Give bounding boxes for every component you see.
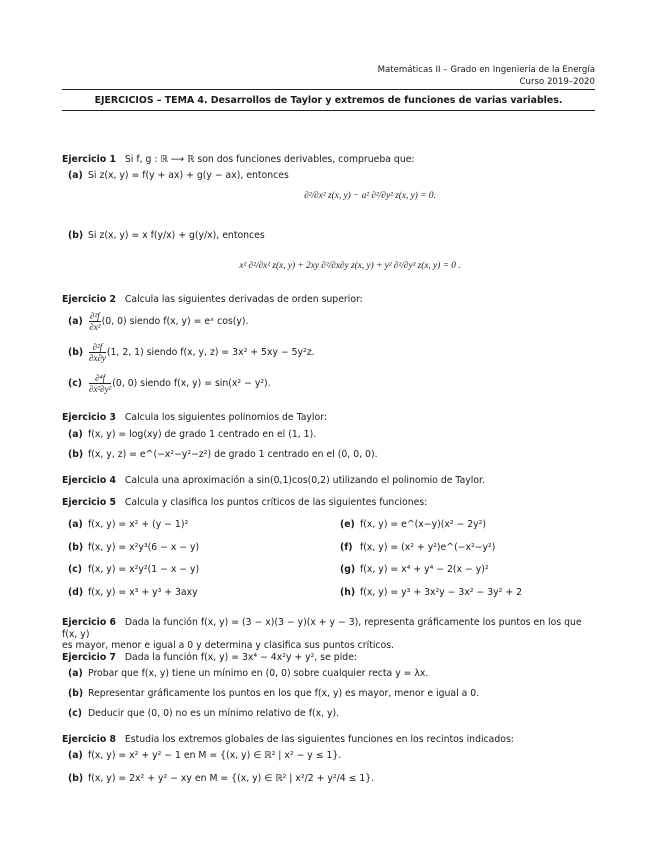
item-label: (d) [68, 587, 84, 598]
item-label: (a) [68, 429, 83, 440]
item-text: f(x, y) = 2x² + y² − xy en M = {(x, y) ∈ ℝ² | x²/2 + y²/4 ≤ 1}. [88, 773, 375, 784]
exercise-6 [62, 617, 597, 652]
exercise-label: Ejercicio 7 [62, 652, 116, 663]
item-label: (c) [68, 708, 83, 719]
exercise-7-item-b [68, 688, 479, 700]
item-label: (a) [68, 750, 83, 761]
exercise-8-item-a [68, 750, 341, 762]
exercise-label: Ejercicio 5 [62, 497, 116, 508]
item-text: f(x, y, z) = e^(−x²−y²−z²) de grado 1 centrado en el (0, 0, 0). [88, 449, 378, 460]
item-label: (f) [340, 542, 353, 553]
item-label: (g) [340, 564, 356, 575]
exercise-5-item-c [68, 564, 199, 576]
page-header [378, 64, 595, 88]
exercise-3-item-a [68, 429, 316, 441]
exercise-5-item-b [68, 542, 199, 554]
item-label: (b) [68, 230, 84, 241]
exercise-1-item-a [68, 170, 289, 182]
item-text: f(x, y) = log(xy) de grado 1 centrado en el (1, 1). [88, 429, 317, 440]
exercise-5-item-f [340, 542, 495, 554]
exercise-8-heading [62, 734, 597, 746]
item-text: f(x, y) = x³ + y³ + 3axy [88, 587, 198, 598]
exercise-3-heading [62, 412, 597, 424]
item-label: (c) [68, 564, 83, 575]
fraction-denominator: ∂x² [89, 322, 101, 332]
item-text: Deducir que (0, 0) no es un mínimo relativo de f(x, y). [88, 708, 340, 719]
exercise-text: Calcula y clasifica los puntos críticos de las siguientes funciones: [124, 497, 428, 508]
fraction-numerator: ∂²f [89, 342, 106, 353]
item-text: f(x, y) = x²y²(1 − x − y) [88, 564, 200, 575]
exercise-1-equation-b [200, 260, 500, 273]
item-label: (a) [68, 668, 83, 679]
exercise-4 [62, 475, 597, 487]
exercise-text: Estudia los extremos globales de las siguientes funciones en los recintos indicados: [124, 734, 514, 745]
item-text: Si z(x, y) = f(y + ax) + g(y − ax), entonces [88, 170, 289, 181]
exercise-text: Calcula los siguientes polinomios de Taylor: [124, 412, 327, 423]
item-text: f(x, y) = y³ + 3x²y − 3x² − 3y² + 2 [360, 587, 523, 598]
exercise-6-line-2: es mayor, menor e igual a 0 y determina y clasifica sus puntos críticos. [62, 640, 395, 652]
exercise-5-item-e [340, 519, 486, 531]
exercise-text: Dada la función f(x, y) = 3x⁴ − 4x²y + y², se pide: [124, 652, 358, 663]
header-course: Matemáticas II – Grado en Ingeniería de la Energía [377, 65, 595, 75]
item-text: (1, 2, 1) siendo f(x, y, z) = 3x² + 5xy − 5y²z. [106, 347, 315, 358]
exercise-text: Dada la función f(x, y) = (3 − x)(3 − y)(x + y − 3), representa gráficamente los puntos en los que f(x, y) [62, 617, 582, 640]
equation: ∂²/∂x² z(x, y) − a² ∂²/∂y² z(x, y) = 0. [304, 191, 436, 201]
exercise-label: Ejercicio 6 [62, 617, 116, 628]
fraction-denominator: ∂x∂y [89, 353, 106, 363]
item-text: (0, 0) siendo f(x, y) = eˣ cos(y). [101, 316, 249, 327]
exercise-7-item-a [68, 668, 428, 680]
item-text: (0, 0) siendo f(x, y) = sin(x² − y²). [112, 378, 271, 389]
exercise-6-line-1 [62, 617, 597, 640]
exercise-7-item-c [68, 708, 339, 720]
exercise-2-heading [62, 294, 597, 306]
item-text: Probar que f(x, y) tiene un mínimo en (0, 0) sobre cualquier recta y = λx. [88, 668, 429, 679]
exercise-2-item-a [68, 311, 249, 332]
exercise-label: Ejercicio 3 [62, 412, 116, 423]
item-label: (a) [68, 170, 83, 181]
exercise-text: Calcula una aproximación a sin(0,1)cos(0,2) utilizando el polinomio de Taylor. [124, 475, 485, 486]
item-text: Representar gráficamente los puntos en los que f(x, y) es mayor, menor e igual a 0. [88, 688, 480, 699]
fraction-denominator: ∂x²∂y² [89, 384, 112, 394]
exercise-5-item-a [68, 519, 188, 531]
exercise-7-heading [62, 652, 597, 664]
item-label: (e) [340, 519, 355, 530]
fraction-numerator: ∂⁴f [89, 373, 111, 384]
item-text: f(x, y) = (x² + y²)e^(−x²−y²) [360, 542, 496, 553]
header-year: Curso 2019–2020 [519, 77, 595, 87]
derivative-fraction [89, 373, 111, 394]
item-text: f(x, y) = x²y³(6 − x − y) [88, 542, 200, 553]
exercise-1-heading [62, 154, 597, 166]
exercise-5-item-h [340, 587, 522, 599]
item-text: f(x, y) = x² + y² − 1 en M = {(x, y) ∈ ℝ² | x² − y ≤ 1}. [88, 750, 342, 761]
exercise-1-equation-a [250, 190, 490, 203]
derivative-fraction [89, 311, 101, 332]
item-text: Si z(x, y) = x f(y/x) + g(y/x), entonces [88, 230, 265, 241]
exercise-label: Ejercicio 1 [62, 154, 116, 165]
item-label: (b) [68, 347, 84, 358]
equation: x² ∂²/∂x² z(x, y) + 2xy ∂²/∂x∂y z(x, y) + y² ∂²/∂y² z(x, y) = 0 . [239, 261, 461, 271]
item-label: (h) [340, 587, 356, 598]
exercise-1-item-b [68, 230, 265, 242]
item-label: (c) [68, 378, 83, 389]
item-label: (b) [68, 773, 84, 784]
derivative-fraction [89, 342, 106, 363]
exercise-text: Si f, g : ℝ ⟶ ℝ son dos funciones derivables, comprueba que: [124, 154, 415, 165]
item-label: (b) [68, 542, 84, 553]
exercise-5-heading [62, 497, 597, 509]
item-text: f(x, y) = x⁴ + y⁴ − 2(x − y)² [360, 564, 489, 575]
exercise-label: Ejercicio 4 [62, 475, 116, 486]
item-label: (b) [68, 688, 84, 699]
item-text: f(x, y) = e^(x−y)(x² − 2y²) [360, 519, 487, 530]
exercise-2-item-b [68, 342, 315, 363]
exercise-label: Ejercicio 2 [62, 294, 116, 305]
title-rule-top [62, 89, 595, 90]
page-title: EJERCICIOS – TEMA 4. Desarrollos de Taylor y extremos de funciones de varias variables. [94, 95, 563, 106]
exercise-5-item-d [68, 587, 198, 599]
item-text: f(x, y) = x² + (y − 1)² [88, 519, 189, 530]
title-rule-bottom [62, 110, 595, 111]
item-label: (a) [68, 519, 83, 530]
exercise-8-item-b [68, 773, 374, 785]
exercise-3-item-b [68, 449, 378, 461]
item-label: (b) [68, 449, 84, 460]
exercise-5-item-g [340, 564, 489, 576]
fraction-numerator: ∂²f [90, 311, 100, 321]
exercise-2-item-c [68, 373, 271, 394]
item-label: (a) [68, 316, 83, 327]
exercise-label: Ejercicio 8 [62, 734, 116, 745]
exercise-text: Calcula las siguientes derivadas de orden superior: [124, 294, 363, 305]
